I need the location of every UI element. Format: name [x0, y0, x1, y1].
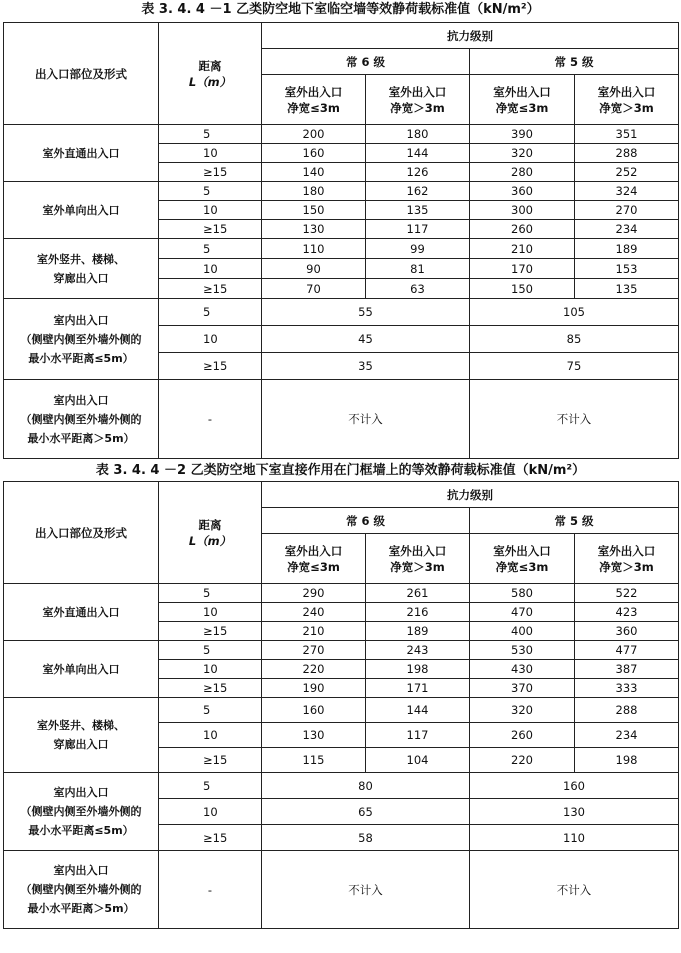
distance-cell: 10	[159, 660, 262, 679]
value-cell: 126	[366, 163, 470, 182]
distance-header	[159, 482, 262, 584]
value-cell: 130	[262, 723, 366, 748]
table-row	[4, 182, 679, 201]
distance-cell: 10	[159, 144, 262, 163]
distance-cell: ≥15	[159, 825, 262, 851]
location-cell: 室内出入口 （侧壁内侧至外墙外侧的 最小水平距离≤5m）	[4, 299, 159, 380]
col-outdoor-wide-l5: 室外出入口 净宽＞3m	[575, 75, 679, 125]
distance-unit: L（m）	[188, 533, 232, 548]
value-cell: 35	[262, 353, 470, 380]
value-cell: 150	[262, 201, 366, 220]
table-row	[4, 698, 679, 723]
col-outdoor-narrow-l5: 室外出入口 净宽≤3m	[470, 75, 575, 125]
col-outdoor-wide-l6: 室外出入口 净宽＞3m	[366, 75, 470, 125]
value-cell: 240	[262, 603, 366, 622]
value-cell: 75	[470, 353, 679, 380]
value-cell: 不计入	[262, 851, 470, 929]
value-cell: 280	[470, 163, 575, 182]
value-cell: 360	[575, 622, 679, 641]
value-cell: 180	[262, 182, 366, 201]
distance-unit: L（m）	[188, 74, 232, 89]
value-cell: 105	[470, 299, 679, 326]
distance-cell: 10	[159, 723, 262, 748]
value-cell: 110	[470, 825, 679, 851]
value-cell: 580	[470, 584, 575, 603]
level-5-header: 常 5 级	[470, 508, 679, 534]
value-cell: 160	[470, 773, 679, 799]
distance-cell: -	[159, 851, 262, 929]
table-1-caption: 表 3. 4. 4 －1 乙类防空地下室临空墙等效静荷载标准值（kN/m²）	[141, 2, 540, 17]
value-cell: 130	[262, 220, 366, 239]
value-cell: 135	[575, 279, 679, 299]
distance-cell: 10	[159, 799, 262, 825]
value-cell: 370	[470, 679, 575, 698]
value-cell: 234	[575, 220, 679, 239]
value-cell: 260	[470, 723, 575, 748]
table-row	[4, 584, 679, 603]
value-cell: 189	[575, 239, 679, 259]
distance-cell: 5	[159, 299, 262, 326]
value-cell: 470	[470, 603, 575, 622]
value-cell: 117	[366, 220, 470, 239]
value-cell: 400	[470, 622, 575, 641]
distance-label: 距离	[198, 58, 222, 73]
table-row	[4, 773, 679, 799]
level-6-header: 常 6 级	[262, 49, 470, 75]
distance-cell: -	[159, 380, 262, 459]
value-cell: 144	[366, 144, 470, 163]
value-cell: 90	[262, 259, 366, 279]
location-cell: 室外直通出入口	[4, 584, 159, 641]
col-outdoor-narrow-l6: 室外出入口 净宽≤3m	[262, 75, 366, 125]
table-row	[4, 125, 679, 144]
value-cell: 220	[262, 660, 366, 679]
value-cell: 320	[470, 144, 575, 163]
value-cell: 390	[470, 125, 575, 144]
table-row	[4, 851, 679, 929]
location-cell: 室外单向出入口	[4, 182, 159, 239]
resistance-level-header: 抗力级别	[262, 482, 679, 508]
value-cell: 252	[575, 163, 679, 182]
location-header: 出入口部位及形式	[4, 23, 159, 125]
value-cell: 不计入	[470, 851, 679, 929]
value-cell: 不计入	[470, 380, 679, 459]
distance-cell: ≥15	[159, 748, 262, 773]
location-cell: 室外竖井、楼梯、 穿廊出入口	[4, 698, 159, 773]
value-cell: 170	[470, 259, 575, 279]
value-cell: 522	[575, 584, 679, 603]
location-cell: 室内出入口 （侧壁内侧至外墙外侧的 最小水平距离＞5m）	[4, 851, 159, 929]
value-cell: 198	[366, 660, 470, 679]
value-cell: 70	[262, 279, 366, 299]
value-cell: 260	[470, 220, 575, 239]
value-cell: 160	[262, 144, 366, 163]
distance-header	[159, 23, 262, 125]
value-cell: 190	[262, 679, 366, 698]
col-outdoor-narrow-l5: 室外出入口 净宽≤3m	[470, 534, 575, 584]
distance-cell: 10	[159, 201, 262, 220]
value-cell: 135	[366, 201, 470, 220]
value-cell: 288	[575, 144, 679, 163]
value-cell: 216	[366, 603, 470, 622]
location-header: 出入口部位及形式	[4, 482, 159, 584]
value-cell: 140	[262, 163, 366, 182]
value-cell: 58	[262, 825, 470, 851]
distance-cell: 5	[159, 182, 262, 201]
value-cell: 63	[366, 279, 470, 299]
distance-cell: 10	[159, 259, 262, 279]
value-cell: 不计入	[262, 380, 470, 459]
distance-cell: ≥15	[159, 353, 262, 380]
table-1	[3, 22, 679, 459]
value-cell: 45	[262, 326, 470, 353]
value-cell: 180	[366, 125, 470, 144]
distance-cell: ≥15	[159, 622, 262, 641]
value-cell: 144	[366, 698, 470, 723]
table-row	[4, 380, 679, 459]
col-outdoor-wide-l6: 室外出入口 净宽＞3m	[366, 534, 470, 584]
value-cell: 261	[366, 584, 470, 603]
distance-cell: ≥15	[159, 163, 262, 182]
value-cell: 200	[262, 125, 366, 144]
value-cell: 243	[366, 641, 470, 660]
value-cell: 477	[575, 641, 679, 660]
value-cell: 288	[575, 698, 679, 723]
distance-cell: 5	[159, 239, 262, 259]
value-cell: 220	[470, 748, 575, 773]
value-cell: 270	[575, 201, 679, 220]
value-cell: 351	[575, 125, 679, 144]
distance-cell: ≥15	[159, 279, 262, 299]
distance-cell: 5	[159, 641, 262, 660]
value-cell: 189	[366, 622, 470, 641]
level-6-header: 常 6 级	[262, 508, 470, 534]
value-cell: 430	[470, 660, 575, 679]
value-cell: 234	[575, 723, 679, 748]
distance-cell: 10	[159, 326, 262, 353]
distance-cell: 5	[159, 584, 262, 603]
value-cell: 153	[575, 259, 679, 279]
distance-cell: 10	[159, 603, 262, 622]
table-row	[4, 641, 679, 660]
value-cell: 171	[366, 679, 470, 698]
value-cell: 210	[470, 239, 575, 259]
value-cell: 300	[470, 201, 575, 220]
value-cell: 324	[575, 182, 679, 201]
distance-cell: ≥15	[159, 220, 262, 239]
value-cell: 162	[366, 182, 470, 201]
distance-cell: 5	[159, 698, 262, 723]
distance-cell: 5	[159, 125, 262, 144]
location-cell: 室外单向出入口	[4, 641, 159, 698]
value-cell: 55	[262, 299, 470, 326]
value-cell: 85	[470, 326, 679, 353]
value-cell: 99	[366, 239, 470, 259]
value-cell: 65	[262, 799, 470, 825]
value-cell: 130	[470, 799, 679, 825]
location-cell: 室内出入口 （侧壁内侧至外墙外侧的 最小水平距离≤5m）	[4, 773, 159, 851]
level-5-header: 常 5 级	[470, 49, 679, 75]
table-row	[4, 239, 679, 259]
col-outdoor-narrow-l6: 室外出入口 净宽≤3m	[262, 534, 366, 584]
value-cell: 80	[262, 773, 470, 799]
value-cell: 110	[262, 239, 366, 259]
value-cell: 530	[470, 641, 575, 660]
table-2	[3, 481, 679, 929]
value-cell: 290	[262, 584, 366, 603]
resistance-level-header: 抗力级别	[262, 23, 679, 49]
value-cell: 160	[262, 698, 366, 723]
distance-label: 距离	[198, 517, 222, 532]
location-cell: 室内出入口 （侧壁内侧至外墙外侧的 最小水平距离＞5m）	[4, 380, 159, 459]
value-cell: 115	[262, 748, 366, 773]
value-cell: 360	[470, 182, 575, 201]
value-cell: 333	[575, 679, 679, 698]
value-cell: 150	[470, 279, 575, 299]
value-cell: 320	[470, 698, 575, 723]
value-cell: 81	[366, 259, 470, 279]
value-cell: 423	[575, 603, 679, 622]
value-cell: 210	[262, 622, 366, 641]
value-cell: 198	[575, 748, 679, 773]
table-2-caption: 表 3. 4. 4 －2 乙类防空地下室直接作用在门框墙上的等效静荷载标准值（kN/m²）	[95, 463, 586, 478]
value-cell: 117	[366, 723, 470, 748]
distance-cell: 5	[159, 773, 262, 799]
table-row	[4, 299, 679, 326]
distance-cell: ≥15	[159, 679, 262, 698]
location-cell: 室外直通出入口	[4, 125, 159, 182]
col-outdoor-wide-l5: 室外出入口 净宽＞3m	[575, 534, 679, 584]
location-cell: 室外竖井、楼梯、 穿廊出入口	[4, 239, 159, 299]
value-cell: 104	[366, 748, 470, 773]
value-cell: 270	[262, 641, 366, 660]
value-cell: 387	[575, 660, 679, 679]
